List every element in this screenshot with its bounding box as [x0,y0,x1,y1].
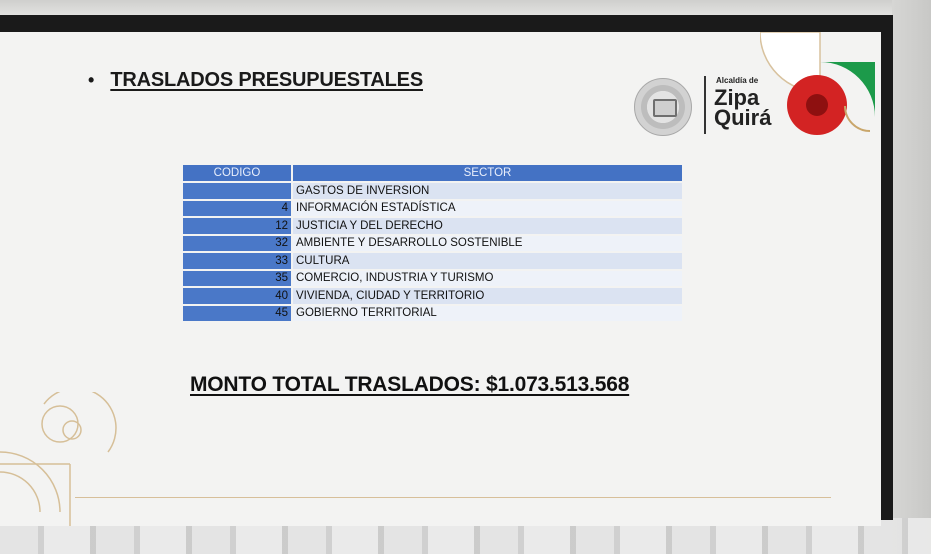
column-header-codigo: CODIGO [183,165,291,181]
sector-cell: AMBIENTE Y DESARROLLO SOSTENIBLE [291,236,682,252]
code-cell: 12 [183,218,291,234]
code-cell [183,183,291,199]
table-row [183,183,682,199]
sector-cell: INFORMACIÓN ESTADÍSTICA [291,201,682,217]
total-amount: MONTO TOTAL TRASLADOS: $1.073.513.568 [190,373,630,396]
logo-group [628,72,778,142]
sector-cell: JUSTICIA Y DEL DERECHO [291,218,682,234]
logo-divider [704,76,706,134]
slide [0,32,881,526]
sector-cell: GOBIERNO TERRITORIAL [291,306,682,322]
table-row [183,306,682,322]
table-header-row [183,165,682,181]
code-cell: 35 [183,271,291,287]
footer-line [75,497,831,498]
table-row [183,288,682,304]
column-header-sector: SECTOR [291,165,682,181]
municipal-seal-icon [634,78,692,136]
bottom-left-decoration-icon [0,392,120,526]
code-cell: 45 [183,306,291,322]
slide-title-row [88,69,423,92]
code-cell: 4 [183,201,291,217]
slide-title: TRASLADOS PRESUPUESTALES [110,69,423,91]
sector-cell: VIVIENDA, CIUDAD Y TERRITORIO [291,288,682,304]
corner-decoration-icon [760,32,881,142]
code-cell: 32 [183,236,291,252]
brand-line-1: Zipa [714,85,760,110]
seal-emblem-icon [653,99,677,117]
code-cell: 40 [183,288,291,304]
table-row [183,253,682,269]
table-row [183,236,682,252]
table-row [183,201,682,217]
sector-cell: CULTURA [291,253,682,269]
table-row [183,271,682,287]
slide-frame [0,15,893,520]
code-cell: 33 [183,253,291,269]
budget-transfer-table [183,163,682,323]
sector-cell: GASTOS DE INVERSION [291,183,682,199]
background-right [892,0,931,554]
brand-small-text: Alcaldía de [716,76,759,85]
table-row [183,218,682,234]
sector-cell: COMERCIO, INDUSTRIA Y TURISMO [291,271,682,287]
bullet-icon: • [88,70,95,90]
brand-line-2: Quirá [714,105,772,130]
